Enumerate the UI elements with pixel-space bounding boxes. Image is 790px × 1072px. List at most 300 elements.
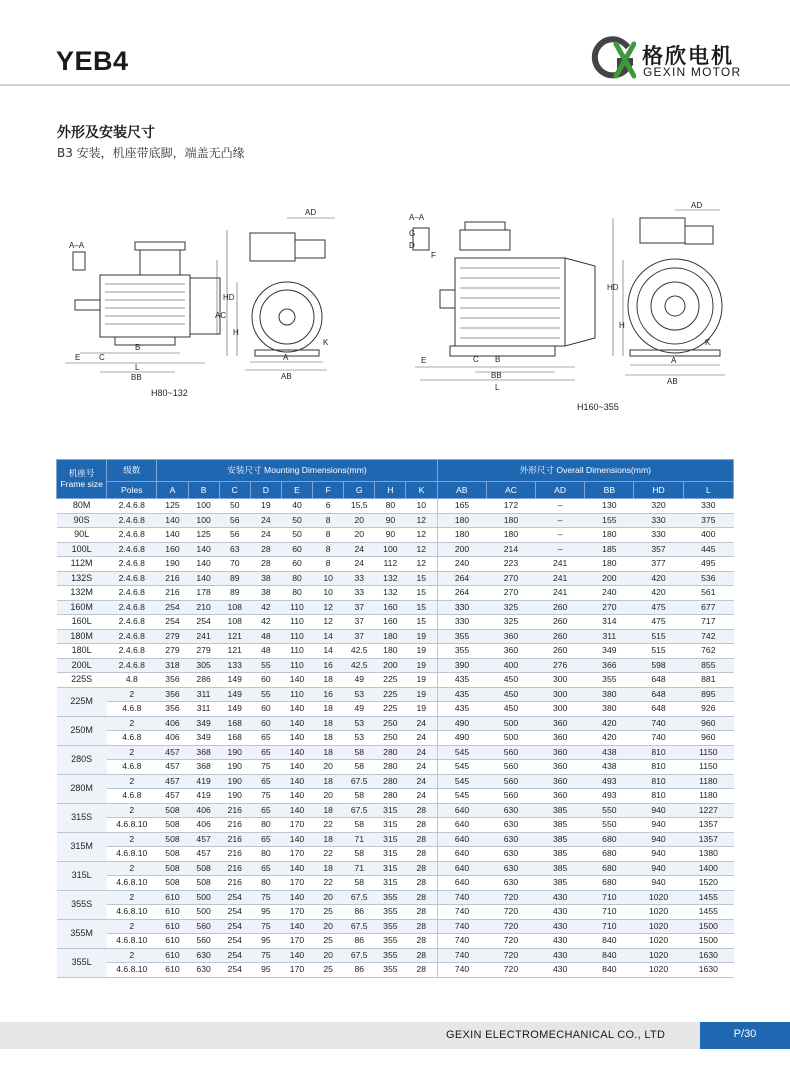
dimension-cell: 50 <box>281 513 312 528</box>
dimension-cell: 406 <box>188 818 219 833</box>
frame-size-cell: 90L <box>57 528 107 543</box>
dimension-cell: 640 <box>437 818 486 833</box>
dimension-cell: 28 <box>406 861 437 876</box>
dimension-cell: 86 <box>344 905 375 920</box>
dimension-cell: 149 <box>219 702 250 717</box>
dimension-cell: 24 <box>406 731 437 746</box>
dimension-cell: 75 <box>250 890 281 905</box>
dimension-cell: 170 <box>281 818 312 833</box>
dimension-cell: 28 <box>406 919 437 934</box>
dimension-cell: 260 <box>536 615 585 630</box>
dimension-cell: 1150 <box>683 760 733 775</box>
dimension-cell: 18 <box>313 716 344 731</box>
dimension-cell: 508 <box>157 818 188 833</box>
dimension-cell: 1020 <box>634 919 683 934</box>
table-row <box>57 934 734 949</box>
dimension-cell: 60 <box>250 702 281 717</box>
dimension-cell: 22 <box>313 847 344 862</box>
dimension-cell: 24 <box>250 513 281 528</box>
dimension-cell: 430 <box>536 890 585 905</box>
dimension-cell: 254 <box>157 600 188 615</box>
header-frame-size: 机座号 Frame size <box>57 460 107 499</box>
dimension-cell: 53 <box>344 716 375 731</box>
table-row <box>57 644 734 659</box>
dimension-table <box>56 459 734 978</box>
frame-size-cell: 90S <box>57 513 107 528</box>
dimension-cell: 89 <box>219 586 250 601</box>
dimension-cell: 254 <box>219 919 250 934</box>
dimension-cell: 33 <box>344 571 375 586</box>
dimension-cell: 67.5 <box>344 919 375 934</box>
dimension-cell: 216 <box>157 571 188 586</box>
dimension-cell: 457 <box>188 847 219 862</box>
dimension-cell: 160 <box>157 542 188 557</box>
dimension-cell: 311 <box>188 702 219 717</box>
dimension-cell: 1520 <box>683 876 733 891</box>
dimension-cell: 190 <box>219 760 250 775</box>
table-row <box>57 658 734 673</box>
dimension-cell: 490 <box>437 716 486 731</box>
dimension-cell: 18 <box>313 803 344 818</box>
dimension-cell: 360 <box>536 774 585 789</box>
poles-cell: 4.6.8 <box>107 789 157 804</box>
dimension-cell: 315 <box>375 832 406 847</box>
column-header: G <box>344 482 375 499</box>
dimension-cell: 720 <box>486 905 535 920</box>
dimension-cell: 940 <box>634 861 683 876</box>
dimension-cell: 60 <box>281 557 312 572</box>
dimension-cell: 960 <box>683 716 733 731</box>
frame-size-cell: 280M <box>57 774 107 803</box>
dimension-cell: 108 <box>219 600 250 615</box>
dimension-cell: 406 <box>188 803 219 818</box>
dimension-cell: 58 <box>344 789 375 804</box>
dimension-cell: 1400 <box>683 861 733 876</box>
dimension-cell: 65 <box>250 774 281 789</box>
poles-cell: 2.4.6.8 <box>107 542 157 557</box>
dimension-cell: 305 <box>188 658 219 673</box>
motor-drawing-large-frame <box>395 200 745 425</box>
dimension-cell: 457 <box>157 745 188 760</box>
dimension-cell: 560 <box>188 934 219 949</box>
column-header: D <box>250 482 281 499</box>
dimension-cell: 355 <box>375 963 406 978</box>
dimension-cell: 315 <box>375 876 406 891</box>
poles-cell: 2 <box>107 861 157 876</box>
dimension-cell: 320 <box>634 499 683 514</box>
dimension-cell: 279 <box>188 644 219 659</box>
dimension-cell: 110 <box>281 644 312 659</box>
dimension-cell: 390 <box>437 658 486 673</box>
dimension-cell: 38 <box>250 586 281 601</box>
dimension-cell: 22 <box>313 876 344 891</box>
column-header: AB <box>437 482 486 499</box>
dimension-cell: 330 <box>634 513 683 528</box>
dimension-cell: 500 <box>486 731 535 746</box>
dimension-cell: 377 <box>634 557 683 572</box>
dimension-cell: 140 <box>188 571 219 586</box>
dimension-cell: 132 <box>375 586 406 601</box>
dimension-cell: 640 <box>437 876 486 891</box>
dimension-cell: 20 <box>313 760 344 775</box>
dimension-cell: 95 <box>250 963 281 978</box>
dimension-cell: 140 <box>281 745 312 760</box>
dimension-cell: 241 <box>536 571 585 586</box>
label-bb-large: BB <box>491 371 502 380</box>
label-g-large: G <box>409 229 416 238</box>
table-row <box>57 963 734 978</box>
dimension-cell: 500 <box>486 716 535 731</box>
dimension-cell: 560 <box>486 745 535 760</box>
dimension-cell: 648 <box>634 702 683 717</box>
dimension-cell: 214 <box>486 542 535 557</box>
dimension-cell: 330 <box>437 615 486 630</box>
dimension-cell: 12 <box>313 615 344 630</box>
dimension-cell: 276 <box>536 658 585 673</box>
dimension-cell: 37 <box>344 615 375 630</box>
dimension-cell: 279 <box>157 629 188 644</box>
dimension-cell: 720 <box>486 934 535 949</box>
dimension-cell: 28 <box>406 948 437 963</box>
dimension-cell: 75 <box>250 948 281 963</box>
frame-size-cell: 200L <box>57 658 107 673</box>
frame-size-cell: 315M <box>57 832 107 861</box>
table-row <box>57 499 734 514</box>
dimension-cell: 560 <box>188 919 219 934</box>
dimension-cell: 140 <box>281 731 312 746</box>
dimension-cell: 419 <box>188 774 219 789</box>
dimension-cell: 648 <box>634 687 683 702</box>
dimension-cell: 855 <box>683 658 733 673</box>
dimension-cell: 140 <box>281 832 312 847</box>
label-k: K <box>323 338 329 347</box>
dimension-cell: 717 <box>683 615 733 630</box>
label-a-large: A <box>671 356 677 365</box>
frame-size-cell: 132M <box>57 586 107 601</box>
dimension-cell: 648 <box>634 673 683 688</box>
dimension-cell: 63 <box>219 542 250 557</box>
dimension-cell: 720 <box>486 948 535 963</box>
dimension-cell: 28 <box>406 803 437 818</box>
poles-cell: 4.6.8 <box>107 731 157 746</box>
dimension-cell: 42.5 <box>344 658 375 673</box>
dimension-cell: 926 <box>683 702 733 717</box>
dimension-cell: 19 <box>406 629 437 644</box>
dimension-cell: 360 <box>536 760 585 775</box>
dimension-cell: 28 <box>406 934 437 949</box>
dimension-cell: 53 <box>344 687 375 702</box>
dimension-cell: 49 <box>344 702 375 717</box>
dimension-cell: 130 <box>585 499 634 514</box>
dimension-cell: 56 <box>219 528 250 543</box>
frame-size-cell: 180M <box>57 629 107 644</box>
table-row <box>57 818 734 833</box>
dimension-cell: 140 <box>281 716 312 731</box>
dimension-cell: 112 <box>375 557 406 572</box>
section-subtitle: B3 安装，机座带底脚，端盖无凸缘 <box>57 146 245 160</box>
dimension-cell: 180 <box>437 528 486 543</box>
dimension-cell: 630 <box>486 861 535 876</box>
dimension-cell: 180 <box>585 557 634 572</box>
table-row <box>57 832 734 847</box>
dimension-cell: 155 <box>585 513 634 528</box>
dimension-cell: 223 <box>486 557 535 572</box>
dimension-cell: 445 <box>683 542 733 557</box>
dimension-cell: 280 <box>375 774 406 789</box>
dimension-cell: 270 <box>486 586 535 601</box>
dimension-cell: 508 <box>188 861 219 876</box>
dimension-cell: 240 <box>585 586 634 601</box>
dimension-cell: 536 <box>683 571 733 586</box>
dimension-cell: 95 <box>250 934 281 949</box>
dimension-cell: 490 <box>437 731 486 746</box>
label-e-large: E <box>421 356 427 365</box>
table-row <box>57 687 734 702</box>
dimension-cell: 100 <box>188 513 219 528</box>
dimension-cell: 25 <box>313 905 344 920</box>
label-b: B <box>135 343 141 352</box>
header-poles-en: Poles <box>107 482 157 499</box>
label-l: L <box>135 363 140 372</box>
dimension-cell: 18 <box>313 702 344 717</box>
dimension-cell: 75 <box>250 919 281 934</box>
dimension-cell: 810 <box>634 789 683 804</box>
dimension-cell: 140 <box>281 803 312 818</box>
dimension-cell: 55 <box>250 658 281 673</box>
label-ad: AD <box>305 208 317 217</box>
poles-cell: 2 <box>107 832 157 847</box>
dimension-cell: 260 <box>536 600 585 615</box>
dimension-cell: 60 <box>250 673 281 688</box>
poles-cell: 2 <box>107 919 157 934</box>
dimension-cell: 515 <box>634 644 683 659</box>
dimension-cell: 366 <box>585 658 634 673</box>
poles-cell: 4.6.8.10 <box>107 934 157 949</box>
frame-size-cell: 112M <box>57 557 107 572</box>
dimension-cell: 360 <box>536 745 585 760</box>
dimension-cell: 380 <box>585 687 634 702</box>
dimension-cell: 630 <box>486 876 535 891</box>
table-body <box>57 499 734 978</box>
dimension-cell: 740 <box>634 731 683 746</box>
dimension-cell: 380 <box>585 702 634 717</box>
dimension-cell: 300 <box>536 687 585 702</box>
frame-size-cell: 355S <box>57 890 107 919</box>
dimension-cell: 960 <box>683 731 733 746</box>
dimension-cell: 28 <box>406 847 437 862</box>
dimension-cell: 42 <box>250 615 281 630</box>
dimension-cell: 200 <box>585 571 634 586</box>
dimension-cell: 940 <box>634 832 683 847</box>
dimension-cell: 610 <box>157 890 188 905</box>
dimension-cell: 475 <box>634 615 683 630</box>
table-row <box>57 586 734 601</box>
dimension-cell: 1180 <box>683 774 733 789</box>
dimension-cell: 19 <box>406 658 437 673</box>
dimension-cell: 430 <box>536 963 585 978</box>
dimension-cell: 1150 <box>683 745 733 760</box>
dimension-cell: 67.5 <box>344 774 375 789</box>
dimension-cell: 598 <box>634 658 683 673</box>
dimension-cell: 360 <box>536 789 585 804</box>
dimension-cell: – <box>536 513 585 528</box>
dimension-cell: 630 <box>188 948 219 963</box>
table-row <box>57 847 734 862</box>
poles-cell: 2 <box>107 803 157 818</box>
label-ab: AB <box>281 372 292 381</box>
dimension-cell: 16 <box>313 658 344 673</box>
dimension-cell: 250 <box>375 716 406 731</box>
dimension-cell: 225 <box>375 673 406 688</box>
dimension-cell: 720 <box>486 919 535 934</box>
dimension-cell: 180 <box>375 629 406 644</box>
dimension-cell: 355 <box>375 905 406 920</box>
frame-size-cell: 160M <box>57 600 107 615</box>
dimension-cell: 1380 <box>683 847 733 862</box>
dimension-cell: 270 <box>585 600 634 615</box>
dimension-cell: – <box>536 499 585 514</box>
label-bb: BB <box>131 373 142 382</box>
dimension-cell: 200 <box>375 658 406 673</box>
dimension-cell: 125 <box>157 499 188 514</box>
dimension-cell: 561 <box>683 586 733 601</box>
dimension-cell: 28 <box>406 905 437 920</box>
dimension-cell: 125 <box>188 528 219 543</box>
poles-cell: 2.4.6.8 <box>107 513 157 528</box>
dimension-cell: 19 <box>406 644 437 659</box>
header-poles-cn: 级数 <box>107 460 157 482</box>
dimension-cell: 640 <box>437 847 486 862</box>
dimension-cell: 740 <box>437 919 486 934</box>
dimension-cell: 40 <box>281 499 312 514</box>
dimension-cell: 355 <box>375 934 406 949</box>
dimension-cell: 720 <box>486 963 535 978</box>
dimension-cell: 940 <box>634 803 683 818</box>
dimension-cell: 740 <box>437 890 486 905</box>
dimension-cell: – <box>536 528 585 543</box>
dimension-cell: 400 <box>486 658 535 673</box>
dimension-cell: 1180 <box>683 789 733 804</box>
dimension-cell: 28 <box>250 557 281 572</box>
dimension-cell: 250 <box>375 731 406 746</box>
label-ad-large: AD <box>691 201 703 210</box>
dimension-cell: 180 <box>585 528 634 543</box>
label-c: C <box>99 353 105 362</box>
dimension-cell: 20 <box>313 789 344 804</box>
dimension-cell: 20 <box>313 890 344 905</box>
dimension-cell: 375 <box>683 513 733 528</box>
dimension-cell: 457 <box>157 789 188 804</box>
dimension-cell: 311 <box>585 629 634 644</box>
dimension-cell: 225 <box>375 687 406 702</box>
dimension-cell: 355 <box>375 890 406 905</box>
dimension-cell: 630 <box>486 847 535 862</box>
dimension-cell: 500 <box>188 905 219 920</box>
poles-cell: 4.6.8.10 <box>107 847 157 862</box>
dimension-cell: 12 <box>406 513 437 528</box>
table-row <box>57 876 734 891</box>
dimension-cell: 24 <box>406 716 437 731</box>
dimension-cell: 80 <box>281 571 312 586</box>
dimension-cell: 740 <box>437 934 486 949</box>
dimension-cell: 500 <box>188 890 219 905</box>
dimension-cell: 49 <box>344 673 375 688</box>
label-h-large: H <box>619 321 625 330</box>
dimension-cell: 710 <box>585 890 634 905</box>
label-d-large: D <box>409 241 415 250</box>
table-row <box>57 789 734 804</box>
label-ab-large: AB <box>667 377 678 386</box>
poles-cell: 4.6.8.10 <box>107 905 157 920</box>
dimension-cell: 406 <box>157 716 188 731</box>
section-title: 外形及安装尺寸 <box>57 125 155 141</box>
dimension-cell: 140 <box>188 542 219 557</box>
dimension-cell: 355 <box>437 629 486 644</box>
dimension-cell: 108 <box>219 615 250 630</box>
dimension-cell: 38 <box>250 571 281 586</box>
dimension-cell: 640 <box>437 803 486 818</box>
dimension-cell: 12 <box>406 542 437 557</box>
label-section-aa: A–A <box>69 241 85 250</box>
dimension-cell: 170 <box>281 963 312 978</box>
poles-cell: 4.6.8 <box>107 760 157 775</box>
dimension-cell: 110 <box>281 600 312 615</box>
dimension-cell: 740 <box>634 716 683 731</box>
dimension-cell: 80 <box>375 499 406 514</box>
dimension-cell: 140 <box>281 890 312 905</box>
dimension-cell: 940 <box>634 876 683 891</box>
dimension-cell: 10 <box>406 499 437 514</box>
dimension-cell: 450 <box>486 673 535 688</box>
dimension-cell: 318 <box>157 658 188 673</box>
dimension-cell: 241 <box>188 629 219 644</box>
dimension-cell: 25 <box>313 934 344 949</box>
dimension-cell: 355 <box>437 644 486 659</box>
poles-cell: 2.4.6.8 <box>107 528 157 543</box>
poles-cell: 4.6.8.10 <box>107 876 157 891</box>
dimension-cell: 560 <box>486 789 535 804</box>
label-c-large: C <box>473 355 479 364</box>
dimension-cell: 80 <box>250 818 281 833</box>
dimension-cell: 493 <box>585 789 634 804</box>
dimension-cell: 48 <box>250 644 281 659</box>
dimension-drawings <box>55 200 745 425</box>
dimension-cell: 170 <box>281 905 312 920</box>
dimension-cell: 10 <box>313 586 344 601</box>
dimension-cell: 430 <box>536 948 585 963</box>
dimension-cell: 940 <box>634 818 683 833</box>
dimension-cell: 241 <box>536 557 585 572</box>
dimension-cell: 940 <box>634 847 683 862</box>
dimension-cell: 420 <box>634 571 683 586</box>
dimension-cell: 420 <box>585 731 634 746</box>
dimension-cell: 280 <box>375 789 406 804</box>
poles-cell: 2.4.6.8 <box>107 557 157 572</box>
dimension-cell: 385 <box>536 832 585 847</box>
dimension-cell: 50 <box>281 528 312 543</box>
dimension-cell: 110 <box>281 687 312 702</box>
dimension-cell: 8 <box>313 528 344 543</box>
dimension-cell: 75 <box>250 789 281 804</box>
dimension-cell: 385 <box>536 847 585 862</box>
table-row <box>57 774 734 789</box>
frame-size-cell: 315L <box>57 861 107 890</box>
table-row <box>57 528 734 543</box>
dimension-cell: 630 <box>188 963 219 978</box>
dimension-cell: 53 <box>344 731 375 746</box>
dimension-cell: 385 <box>536 861 585 876</box>
label-ac: AC <box>215 311 227 320</box>
